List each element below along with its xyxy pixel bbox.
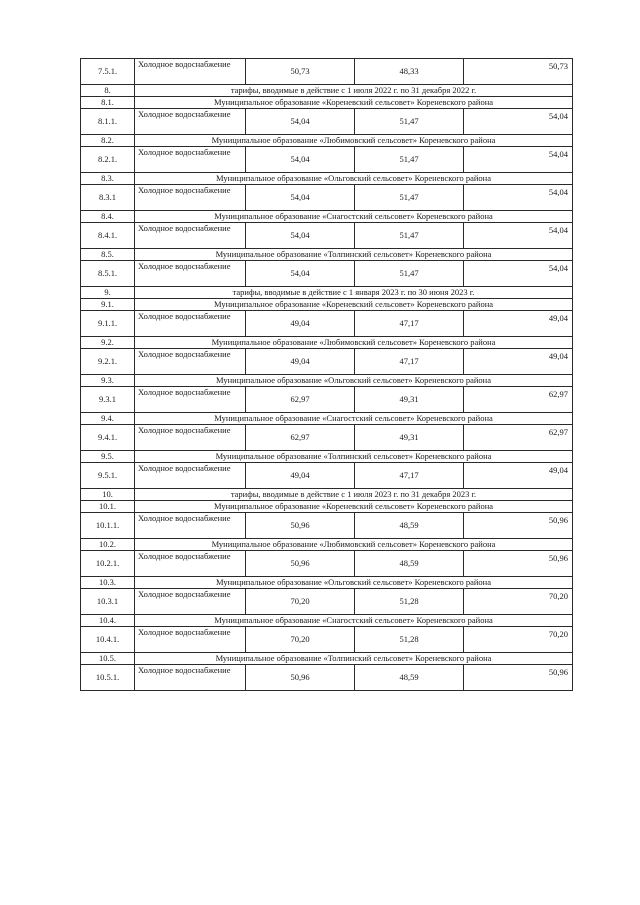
tariff-value-2: 48,59 [355,551,464,577]
tariff-document-page [80,58,572,691]
tariff-value-3: 62,97 [464,387,573,413]
tariff-value-1: 54,04 [246,223,355,249]
tariff-row [81,551,573,577]
section-header-row [81,85,573,97]
row-number: 10.1.1. [81,513,135,539]
section-header-row [81,287,573,299]
tariff-row [81,147,573,173]
tariff-value-1: 50,96 [246,665,355,691]
section-title: Муниципальное образование «Снагостский сельсовет» Кореневского района [135,211,573,223]
row-number: 8.2. [81,135,135,147]
section-title: Муниципальное образование «Кореневский сельсовет» Кореневского района [135,501,573,513]
tariff-value-2: 51,28 [355,589,464,615]
tariff-row [81,665,573,691]
section-header-row [81,249,573,261]
section-header-row [81,135,573,147]
tariff-row [81,59,573,85]
tariff-row [81,223,573,249]
row-number: 8.5. [81,249,135,261]
tariff-value-2: 47,17 [355,349,464,375]
service-name: Холодное водоснабжение [135,387,246,413]
service-name: Холодное водоснабжение [135,463,246,489]
service-name: Холодное водоснабжение [135,589,246,615]
tariff-value-2: 49,31 [355,387,464,413]
tariff-value-2: 49,31 [355,425,464,451]
section-title: Муниципальное образование «Любимовский сельсовет» Кореневского района [135,539,573,551]
row-number: 9.2. [81,337,135,349]
section-header-row [81,413,573,425]
tariff-value-2: 51,47 [355,185,464,211]
section-title: Муниципальное образование «Толпинский сельсовет» Кореневского района [135,249,573,261]
section-header-row [81,615,573,627]
tariff-value-3: 54,04 [464,109,573,135]
row-number: 8.2.1. [81,147,135,173]
tariff-value-1: 70,20 [246,627,355,653]
section-header-row [81,539,573,551]
section-header-row [81,501,573,513]
tariff-value-2: 47,17 [355,463,464,489]
row-number: 10.5. [81,653,135,665]
tariff-value-3: 50,96 [464,665,573,691]
tariff-value-3: 50,96 [464,551,573,577]
row-number: 7.5.1. [81,59,135,85]
tariff-row [81,261,573,287]
service-name: Холодное водоснабжение [135,665,246,691]
section-title: Муниципальное образование «Ольговский сельсовет» Кореневского района [135,173,573,185]
service-name: Холодное водоснабжение [135,349,246,375]
service-name: Холодное водоснабжение [135,551,246,577]
row-number: 9.3. [81,375,135,387]
row-number: 10. [81,489,135,501]
row-number: 9.1.1. [81,311,135,337]
tariff-row [81,185,573,211]
service-name: Холодное водоснабжение [135,223,246,249]
tariff-table [80,58,573,691]
tariff-row [81,589,573,615]
section-title: Муниципальное образование «Кореневский сельсовет» Кореневского района [135,97,573,109]
tariff-value-3: 62,97 [464,425,573,451]
row-number: 9.4. [81,413,135,425]
tariff-value-2: 47,17 [355,311,464,337]
row-number: 8. [81,85,135,97]
section-header-row [81,489,573,501]
row-number: 8.3.1 [81,185,135,211]
service-name: Холодное водоснабжение [135,513,246,539]
row-number: 10.5.1. [81,665,135,691]
section-title: тарифы, вводимые в действие с 1 июля 2023 г. по 31 декабря 2023 г. [135,489,573,501]
tariff-value-1: 49,04 [246,463,355,489]
row-number: 10.4.1. [81,627,135,653]
tariff-value-2: 51,47 [355,109,464,135]
row-number: 10.3. [81,577,135,589]
tariff-value-2: 48,33 [355,59,464,85]
section-title: Муниципальное образование «Снагостский сельсовет» Кореневского района [135,413,573,425]
section-title: Муниципальное образование «Снагостский сельсовет» Кореневского района [135,615,573,627]
section-title: Муниципальное образование «Любимовский сельсовет» Кореневского района [135,337,573,349]
section-header-row [81,451,573,463]
row-number: 10.4. [81,615,135,627]
tariff-value-1: 62,97 [246,387,355,413]
service-name: Холодное водоснабжение [135,627,246,653]
tariff-row [81,109,573,135]
section-title: Муниципальное образование «Толпинский сельсовет» Кореневского района [135,451,573,463]
row-number: 8.4. [81,211,135,223]
tariff-value-1: 62,97 [246,425,355,451]
tariff-value-3: 54,04 [464,223,573,249]
section-title: Муниципальное образование «Толпинский сельсовет» Кореневского района [135,653,573,665]
service-name: Холодное водоснабжение [135,109,246,135]
section-title: Муниципальное образование «Ольговский сельсовет» Кореневского района [135,375,573,387]
tariff-value-2: 48,59 [355,665,464,691]
service-name: Холодное водоснабжение [135,147,246,173]
row-number: 8.1.1. [81,109,135,135]
tariff-value-2: 51,47 [355,261,464,287]
tariff-value-1: 70,20 [246,589,355,615]
section-header-row [81,653,573,665]
tariff-row [81,627,573,653]
tariff-row [81,349,573,375]
service-name: Холодное водоснабжение [135,311,246,337]
tariff-value-1: 54,04 [246,147,355,173]
section-header-row [81,375,573,387]
tariff-value-1: 49,04 [246,349,355,375]
row-number: 9.5.1. [81,463,135,489]
tariff-table-body [81,59,573,691]
row-number: 10.2. [81,539,135,551]
tariff-value-3: 54,04 [464,147,573,173]
tariff-value-3: 49,04 [464,463,573,489]
row-number: 9.2.1. [81,349,135,375]
section-title: Муниципальное образование «Любимовский сельсовет» Кореневского района [135,135,573,147]
tariff-value-3: 70,20 [464,627,573,653]
row-number: 10.3.1 [81,589,135,615]
row-number: 9.1. [81,299,135,311]
tariff-row [81,513,573,539]
tariff-value-3: 50,96 [464,513,573,539]
row-number: 8.4.1. [81,223,135,249]
tariff-value-3: 54,04 [464,185,573,211]
tariff-value-3: 70,20 [464,589,573,615]
row-number: 10.1. [81,501,135,513]
service-name: Холодное водоснабжение [135,185,246,211]
section-header-row [81,577,573,589]
section-header-row [81,299,573,311]
section-header-row [81,211,573,223]
tariff-value-1: 50,96 [246,551,355,577]
tariff-value-2: 51,47 [355,147,464,173]
tariff-value-2: 51,47 [355,223,464,249]
tariff-row [81,463,573,489]
tariff-value-3: 50,73 [464,59,573,85]
service-name: Холодное водоснабжение [135,261,246,287]
section-title: Муниципальное образование «Ольговский сельсовет» Кореневского района [135,577,573,589]
service-name: Холодное водоснабжение [135,425,246,451]
tariff-value-1: 50,96 [246,513,355,539]
section-title: Муниципальное образование «Кореневский сельсовет» Кореневского района [135,299,573,311]
tariff-value-2: 48,59 [355,513,464,539]
tariff-row [81,311,573,337]
row-number: 10.2.1. [81,551,135,577]
row-number: 9.4.1. [81,425,135,451]
tariff-value-3: 49,04 [464,311,573,337]
tariff-row [81,425,573,451]
row-number: 8.1. [81,97,135,109]
tariff-value-1: 54,04 [246,109,355,135]
tariff-value-3: 54,04 [464,261,573,287]
section-header-row [81,173,573,185]
service-name: Холодное водоснабжение [135,59,246,85]
tariff-value-3: 49,04 [464,349,573,375]
row-number: 9. [81,287,135,299]
tariff-value-1: 49,04 [246,311,355,337]
section-title: тарифы, вводимые в действие с 1 января 2023 г. по 30 июня 2023 г. [135,287,573,299]
section-header-row [81,337,573,349]
tariff-value-1: 50,73 [246,59,355,85]
tariff-value-1: 54,04 [246,261,355,287]
row-number: 9.3.1 [81,387,135,413]
section-title: тарифы, вводимые в действие с 1 июля 2022 г. по 31 декабря 2022 г. [135,85,573,97]
row-number: 8.5.1. [81,261,135,287]
tariff-row [81,387,573,413]
row-number: 9.5. [81,451,135,463]
tariff-value-1: 54,04 [246,185,355,211]
tariff-value-2: 51,28 [355,627,464,653]
section-header-row [81,97,573,109]
row-number: 8.3. [81,173,135,185]
